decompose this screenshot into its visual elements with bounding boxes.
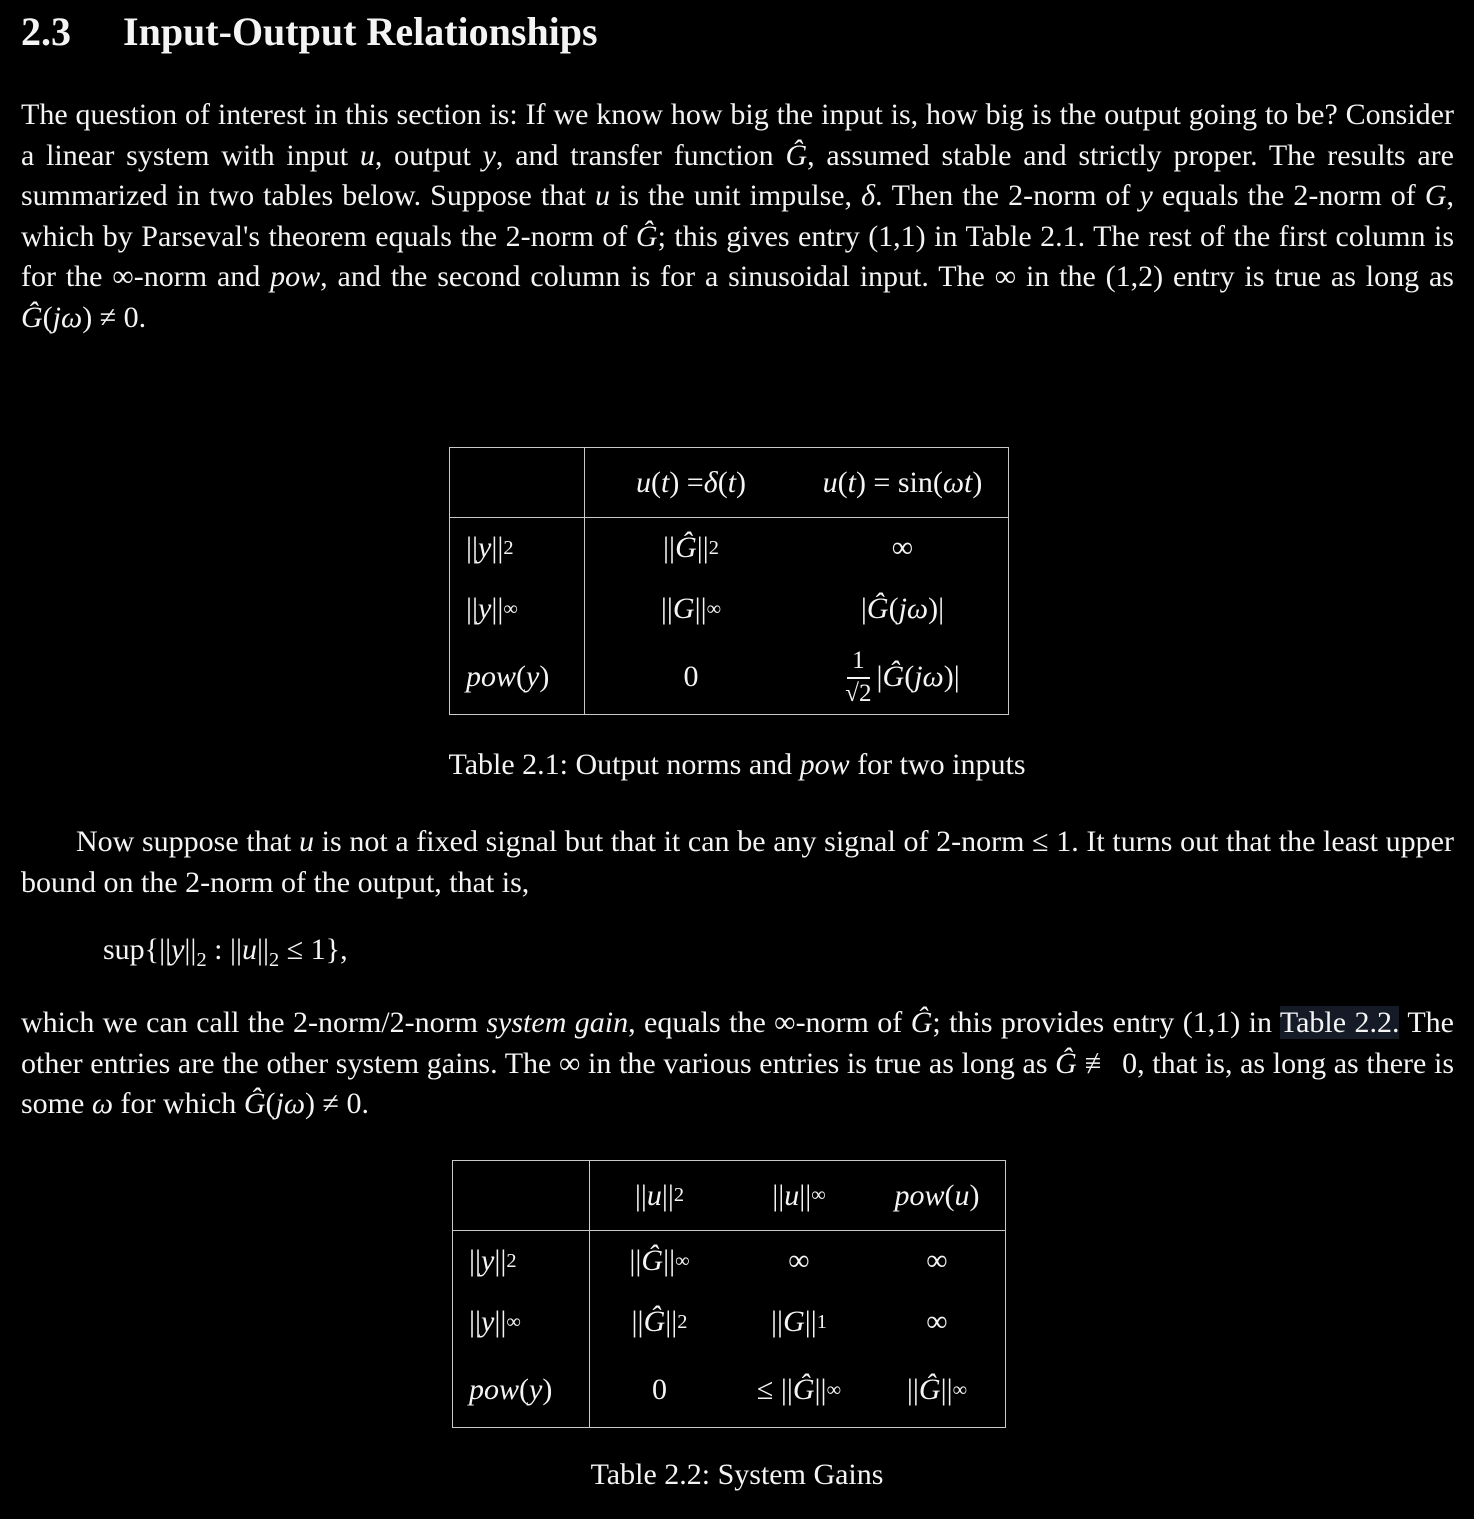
table2-cell: ∞ (788, 1244, 810, 1277)
table1-row-label: || y || 2 (450, 518, 585, 578)
table2-corner-cell (453, 1161, 590, 1231)
page-title: Input-Output Relationships (123, 9, 598, 54)
paragraph-intro: The question of interest in this section is: If we know how big the input is, how big is the output going to be? Consider a linear system with input u, output y, and transfer function Ĝ, assumed stable and strictly proper. The results are summarized in two tables below. Suppose that u is the unit impulse, δ. Then the 2-norm of y equals the 2-norm of G, which by Parseval's theorem equals the 2-norm of Ĝ; this gives entry (1,1) in Table 2.1. The rest of the first column is for the ∞-norm and pow, and the second column is for a sinusoidal input. The ∞ in the (1,2) entry is true as long as Ĝ(jω) ≠ 0. (21, 98, 1454, 334)
table1-cell: || Ĝ || 2 (663, 531, 719, 564)
table-2-2-link[interactable]: Table 2.2. (1279, 1006, 1400, 1039)
table2-row-label: pow ( y ) (453, 1353, 590, 1427)
table2-header-uinf: || u || ∞ (729, 1161, 869, 1231)
table1-cell: ∞ (891, 531, 914, 564)
table1-row-label: || y || ∞ (450, 578, 585, 640)
table2-cell: || Ĝ || ∞ (629, 1244, 690, 1277)
table1-cell: 0 (683, 660, 699, 693)
table2-cell: ∞ (926, 1244, 948, 1277)
section-number: 2.3 (21, 9, 71, 54)
table1-corner-cell (450, 448, 585, 518)
table2-cell: ∞ (926, 1305, 948, 1338)
table-system-gains (452, 1160, 1006, 1428)
table2-cell: ≤ || Ĝ || ∞ (756, 1373, 842, 1406)
table-output-norms (449, 447, 1009, 715)
table2-header-u2: || u || 2 (590, 1161, 729, 1231)
table2-row-label: || y || 2 (453, 1231, 590, 1291)
table2-caption: Table 2.2: System Gains (590, 1458, 884, 1491)
table1-caption: Table 2.1: Output norms and pow for two inputs (448, 748, 1026, 781)
table2-cell: || G || 1 (771, 1305, 827, 1338)
table1-cell: | Ĝ ( jω )| (860, 592, 945, 625)
table2-cell: || Ĝ || ∞ (906, 1373, 968, 1406)
table1-header-impulse: u ( t ) = δ ( t ) (585, 448, 797, 518)
fraction-one-over-sqrt2: $\frac{1}{√2}$ (845, 647, 872, 707)
table1-cell: $\frac{1}{√2}$ | Ĝ ( jω )| (845, 647, 960, 707)
table2-header-powu: pow ( u ) (869, 1161, 1005, 1231)
table1-cell: || G || ∞ (660, 592, 722, 625)
table2-row-label: || y || ∞ (453, 1291, 590, 1353)
section-heading (21, 8, 598, 55)
paragraph-system-gains: which we can call the 2-norm/2-norm system gain, equals the ∞-norm of Ĝ; this provides entry (1,1) in Table 2.2. The other entries are the other system gains. The ∞ in the various entries is true as long as Ĝ ≢ 0, that is, as long as there is some ω for which Ĝ(jω) ≠ 0. (21, 1006, 1455, 1120)
table2-cell: || Ĝ || 2 (631, 1305, 688, 1338)
table1-row-label: pow ( y ) (450, 640, 585, 714)
table1-header-sinusoid: u ( t ) = sin( ωt ) (797, 448, 1008, 518)
table2-cell: 0 (652, 1373, 667, 1406)
sup-formula: $sup\{||y||_2$ : $||u||_2 \le 1$}, (103, 933, 348, 971)
paragraph-sup-setup: Now suppose that u is not a fixed signal but that it can be any signal of 2-norm ≤ 1. It turns out that the least upper bound on the 2-norm of the output, that is, (21, 825, 1454, 899)
